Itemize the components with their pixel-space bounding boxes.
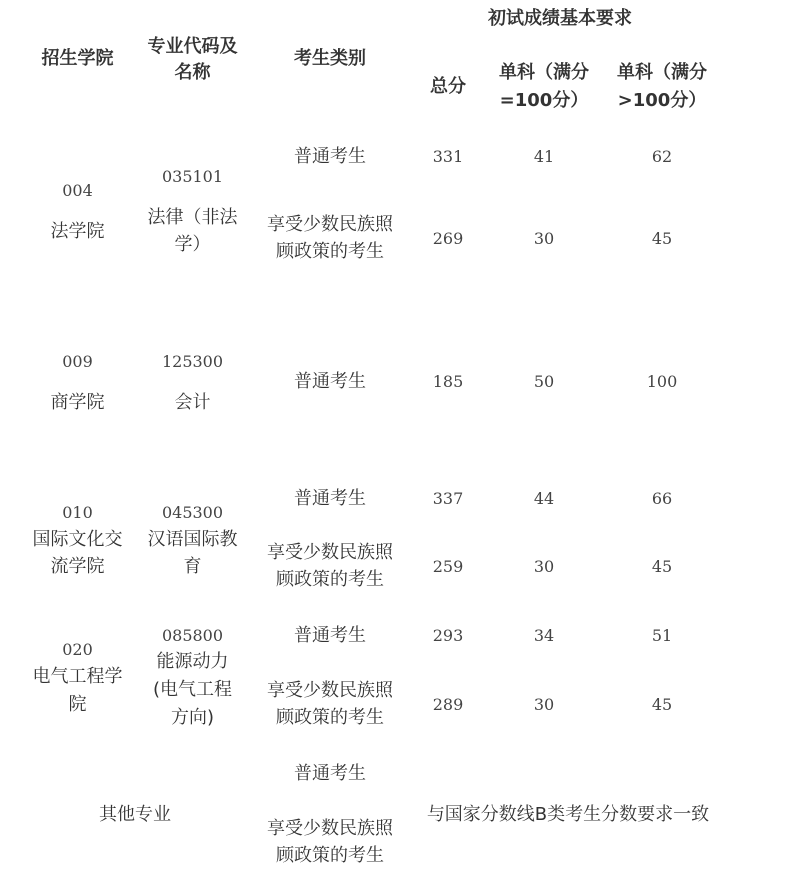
major-name-line2: 育 [183,556,202,577]
single-over100-score: 100 [646,372,678,391]
major-name-line1: 能源动力 [156,651,229,672]
college-name-line2: 流学院 [50,556,105,577]
total-score: 259 [432,557,464,576]
college-code: 004 [62,181,93,200]
major-code: 035101 [161,167,224,186]
header-major-line1: 专业代码及 [147,36,238,57]
total-score: 293 [432,626,464,645]
major-name-line3: 方向) [170,707,215,728]
major-name-line1: 汉语国际教 [147,529,238,550]
header-singleover-line1: 单科（满分 [617,62,707,83]
major-code: 045300 [161,503,224,522]
header-singleover-line2: >100分） [617,90,707,111]
single-over100-score: 45 [651,557,673,576]
single-100-score: 34 [533,626,555,645]
category-cell: 普通考生 [294,488,366,509]
single-100-score: 41 [533,147,555,166]
header-score-group: 初试成绩基本要求 [488,8,632,29]
category-cell: 普通考生 [294,146,366,167]
college-code: 010 [62,503,93,522]
major-name-line2: (电气工程 [152,679,233,700]
category-cell-line2: 顾政策的考生 [276,845,384,866]
single-100-score: 50 [533,372,555,391]
major-code: 125300 [161,352,224,371]
header-category: 考生类别 [294,48,366,69]
total-score: 289 [432,695,464,714]
category-cell: 普通考生 [294,371,366,392]
category-cell-line1: 享受少数民族照 [267,818,393,839]
single-100-score: 30 [533,695,555,714]
total-score: 185 [432,372,464,391]
category-cell-line2: 顾政策的考生 [276,569,384,590]
header-total: 总分 [430,76,466,97]
college-name: 法学院 [50,221,105,242]
header-single100-line2: =100分） [499,90,589,111]
major-name-line1: 法律（非法 [147,207,238,228]
category-cell-line1: 享受少数民族照 [267,214,393,235]
header-single100-line1: 单科（满分 [499,62,589,83]
college-name-line2: 院 [68,694,87,715]
single-100-score: 30 [533,229,555,248]
major-name-line2: 学） [174,234,211,255]
single-over100-score: 51 [651,626,673,645]
category-cell: 普通考生 [294,625,366,646]
single-100-score: 30 [533,557,555,576]
major-code: 085800 [161,626,224,645]
college-code: 009 [62,352,93,371]
total-score: 269 [432,229,464,248]
category-cell-line2: 顾政策的考生 [276,707,384,728]
single-over100-score: 45 [651,695,673,714]
category-cell-line1: 享受少数民族照 [267,680,393,701]
single-100-score: 44 [533,489,555,508]
total-score: 337 [432,489,464,508]
college-name-line1: 国际文化交 [32,529,123,550]
category-cell: 普通考生 [294,763,366,784]
other-majors-note: 与国家分数线B类考生分数要求一致 [426,804,710,825]
single-over100-score: 45 [651,229,673,248]
other-majors-label: 其他专业 [99,804,171,825]
category-cell-line1: 享受少数民族照 [267,542,393,563]
header-college: 招生学院 [41,48,114,69]
total-score: 331 [432,147,464,166]
header-major-line2: 名称 [174,62,211,83]
college-code: 020 [62,640,93,659]
major-name-line1: 会计 [174,392,211,413]
single-over100-score: 66 [651,489,673,508]
category-cell-line2: 顾政策的考生 [276,241,384,262]
single-over100-score: 62 [651,147,673,166]
college-name: 商学院 [50,392,105,413]
college-name-line1: 电气工程学 [32,666,123,687]
